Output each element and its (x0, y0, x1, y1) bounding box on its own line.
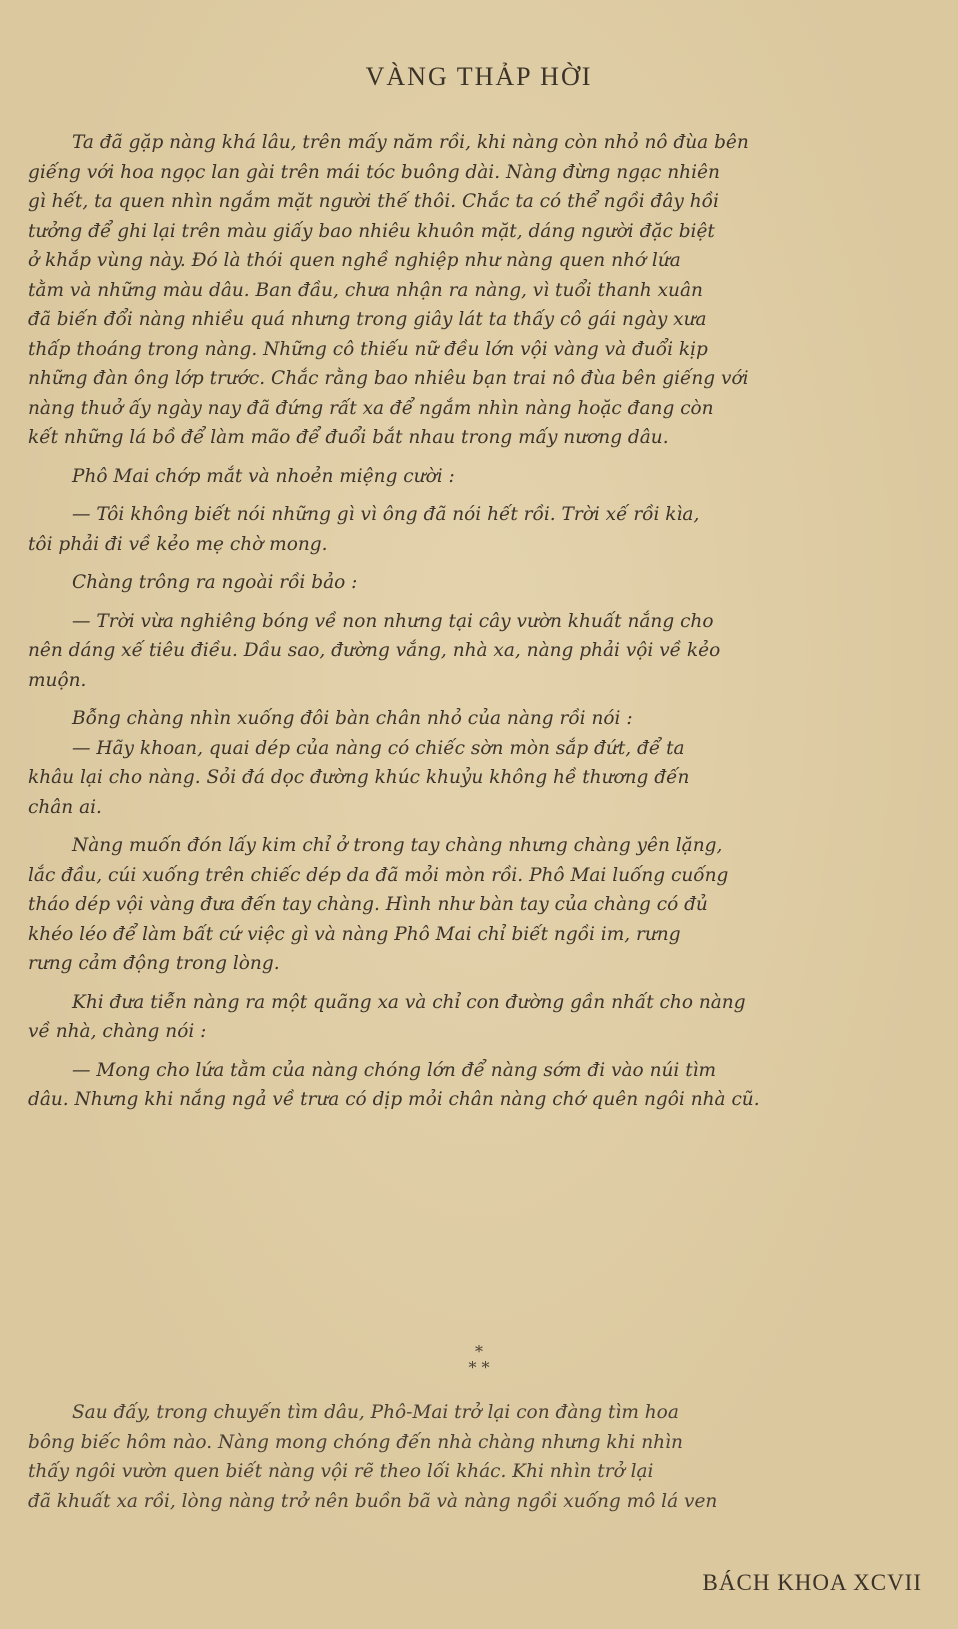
separator-asterisk: * (475, 1342, 483, 1361)
paragraph (28, 988, 922, 1047)
closing-paragraph (28, 1398, 922, 1516)
text-line: dâu. Nhưng khi nắng ngả về trưa có dịp mỏi chân nàng chớ quên ngôi nhà cũ. (28, 1089, 760, 1110)
paragraph (28, 734, 922, 823)
text-line: thấp thoáng trong nàng. Những cô thiếu nữ đều lớn vội vàng và đuổi kịp (28, 338, 708, 360)
text-line: giếng với hoa ngọc lan gài trên mái tóc buông dài. Nàng đừng ngạc nhiên (28, 161, 720, 183)
text-line: — Hãy khoan, quai dép của nàng có chiếc sờn mòn sắp đứt, để ta (72, 737, 685, 759)
text-line: tôi phải đi về kẻo mẹ chờ mong. (28, 533, 328, 555)
text-line: Bỗng chàng nhìn xuống đôi bàn chân nhỏ của nàng rồi nói : (72, 708, 633, 729)
text-line: bông biếc hôm nào. Nàng mong chóng đến nhà chàng nhưng khi nhìn (28, 1431, 683, 1453)
text-line: nên dáng xế tiêu điều. Dầu sao, đường vắng, nhà xa, nàng phải vội về kẻo (28, 640, 721, 661)
text-line: Sau đấy, trong chuyến tìm dâu, Phô-Mai trở lại con đàng tìm hoa (72, 1402, 679, 1423)
text-line: Nàng muốn đón lấy kim chỉ ở trong tay chàng nhưng chàng yên lặng, (72, 835, 723, 856)
text-line: đã biến đổi nàng nhiều quá nhưng trong giây lát ta thấy cô gái ngày xưa (28, 309, 707, 330)
page-footer: BÁCH KHOA XCVII (702, 1570, 922, 1595)
text-line: những đàn ông lớp trước. Chắc rằng bao nhiêu bạn trai nô đùa bên giếng với (28, 368, 749, 389)
text-line: muộn. (28, 669, 87, 691)
paragraph (28, 568, 922, 598)
text-line: thấy ngôi vườn quen biết nàng vội rẽ theo lối khác. Khi nhìn trở lại (28, 1461, 654, 1482)
text-line: ở khắp vùng này. Đó là thói quen nghề nghiệp như nàng quen nhớ lứa (28, 250, 681, 271)
text-line: chân ai. (28, 796, 102, 818)
text-line: Khi đưa tiễn nàng ra một quãng xa và chỉ con đường gần nhất cho nàng (72, 991, 746, 1013)
paragraph (28, 831, 922, 979)
text-line: khâu lại cho nàng. Sỏi đá dọc đường khúc khuỷu không hề thương đến (28, 767, 690, 788)
text-line: tháo dép vội vàng đưa đến tay chàng. Hình như bàn tay của chàng có đủ (28, 894, 708, 915)
text-line: Phô Mai chớp mắt và nhoẻn miệng cười : (72, 465, 455, 487)
text-line: — Trời vừa nghiêng bóng về non nhưng tại cây vườn khuất nắng cho (72, 610, 714, 632)
separator-asterisks: * * (468, 1358, 490, 1377)
section-separator (0, 1344, 958, 1376)
text-line: nàng thuở ấy ngày nay đã đứng rất xa để ngắm nhìn nàng hoặc đang còn (28, 397, 714, 419)
text-line: rưng cảm động trong lòng. (28, 953, 280, 974)
text-line: về nhà, chàng nói : (28, 1021, 207, 1042)
paragraph (28, 500, 922, 559)
paragraph (28, 128, 922, 453)
text-line: khéo léo để làm bất cứ việc gì và nàng Phô Mai chỉ biết ngồi im, rưng (28, 923, 681, 945)
text-line: đã khuất xa rồi, lòng nàng trở nên buồn bã và nàng ngồi xuống mô lá ven (28, 1490, 718, 1512)
page-title: VÀNG THẢP HỜI (365, 62, 593, 91)
text-line: tưởng để ghi lại trên màu giấy bao nhiêu khuôn mặt, dáng người đặc biệt (28, 220, 715, 242)
text-line: Chàng trông ra ngoài rồi bảo : (72, 572, 358, 593)
text-line: — Tôi không biết nói những gì vì ông đã nói hết rồi. Trời xế rồi kìa, (72, 504, 700, 525)
paragraph (28, 462, 922, 492)
story-body (28, 128, 922, 1115)
text-line: kết những lá bồ để làm mão để đuổi bắt nhau trong mấy nương dâu. (28, 427, 669, 448)
text-line: gì hết, ta quen nhìn ngắm mặt người thế thôi. Chắc ta có thể ngồi đây hồi (28, 191, 719, 212)
text-line: — Mong cho lứa tằm của nàng chóng lớn để nàng sớm đi vào núi tìm (72, 1059, 717, 1081)
paragraph (28, 607, 922, 696)
paragraph (28, 704, 922, 734)
text-line: lắc đầu, cúi xuống trên chiếc dép da đã mỏi mòn rồi. Phô Mai luống cuống (28, 864, 729, 886)
text-line: tằm và những màu dâu. Ban đầu, chưa nhận ra nàng, vì tuổi thanh xuân (28, 279, 703, 301)
text-line: Ta đã gặp nàng khá lâu, trên mấy năm rồi, khi nàng còn nhỏ nô đùa bên (72, 132, 749, 153)
paragraph (28, 1056, 922, 1115)
